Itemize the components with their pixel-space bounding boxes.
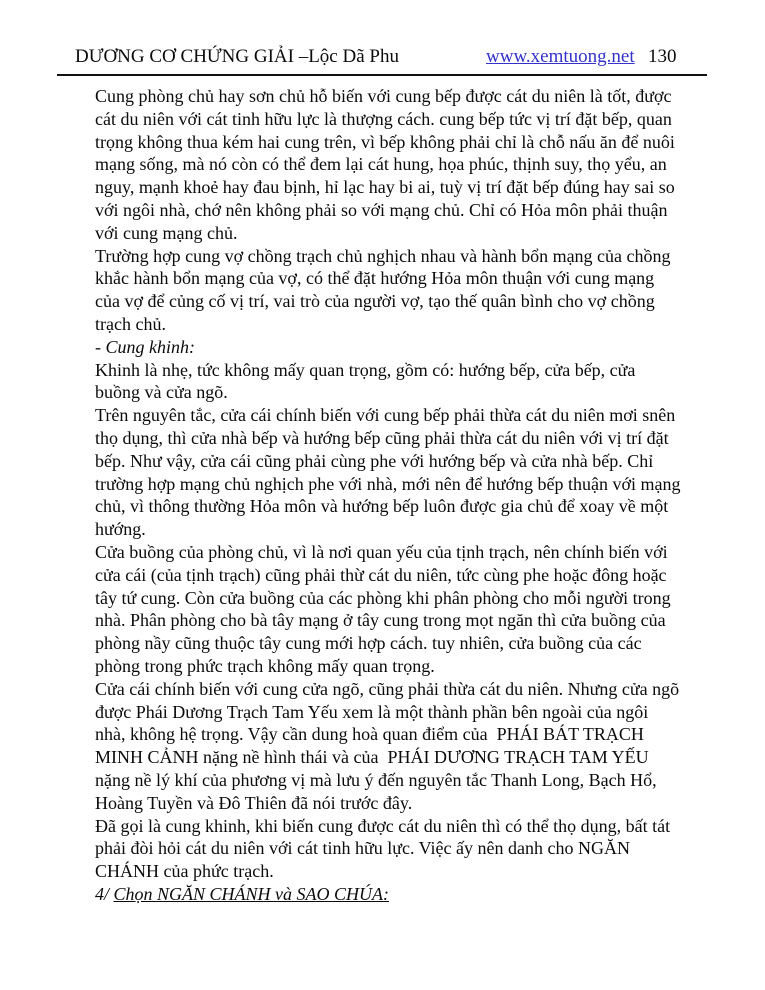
website-link[interactable]: www.xemtuong.net bbox=[486, 46, 635, 67]
text-line: bếp. Như vậy, cửa cái cũng phải cùng phe với hướng bếp và cửa nhà bếp. Chỉ bbox=[95, 450, 654, 471]
text-line: Cửa cái chính biến với cung cửa ngõ, cũng phải thừa cát du niên. Nhưng cửa ngõ bbox=[95, 678, 680, 699]
page-number: 130 bbox=[648, 46, 677, 67]
paragraph bbox=[95, 815, 735, 883]
text-line: nặng nề lý khí của phương vị mà lưu ý đến nguyên tắc Thanh Long, Bạch Hổ, bbox=[95, 769, 657, 790]
text-line: Trường hợp cung vợ chồng trạch chủ nghịch nhau và hành bổn mạng của chồng bbox=[95, 245, 671, 266]
text-line: trạch chủ. bbox=[95, 313, 166, 334]
paragraph bbox=[95, 85, 735, 245]
paragraph bbox=[95, 336, 735, 359]
text-line: với cung mạng chủ. bbox=[95, 222, 238, 243]
paragraph bbox=[95, 359, 735, 405]
text-line: khắc hành bổn mạng của vợ, có thể đặt hướng Hỏa môn thuận với cung mạng bbox=[95, 268, 655, 289]
text-line: tây tứ cung. Còn cửa buồng của các phòng khi phân phòng cho mỗi người trong bbox=[95, 587, 671, 608]
text-line: Trên nguyên tắc, cửa cái chính biến với cung bếp phải thừa cát du niên mơi snên bbox=[95, 405, 676, 426]
text-line: MINH CẢNH nặng nề hình thái và của PHÁI DƯƠNG TRẠCH TAM YẾU bbox=[95, 747, 649, 768]
text-line: phải đòi hỏi cát du niên với cát tinh hữu lực. Việc ấy nên danh cho NGĂN bbox=[95, 838, 630, 859]
text-line: nhà, không hệ trọng. Vậy cần dung hoà quan điểm của PHÁI BÁT TRẠCH bbox=[95, 724, 644, 745]
document-title: DƯƠNG CƠ CHỨNG GIẢI –Lộc Dã Phu bbox=[75, 46, 399, 67]
text-line: hướng. bbox=[95, 519, 146, 540]
text-line: - Cung khinh: bbox=[95, 336, 195, 357]
text-line: cát du niên với cát tinh hữu lực là thượng cách. cung bếp tức vị trí đặt bếp, quan bbox=[95, 108, 672, 129]
paragraph bbox=[95, 678, 735, 815]
text-line: của vợ để củng cố vị trí, vai trò của người vợ, tạo thế quân bình cho vợ chồng bbox=[95, 291, 655, 312]
header-divider bbox=[57, 74, 707, 76]
text-line: mạng sống, mà nó còn có thể đem lại cát hung, họa phúc, thịnh suy, thọ yểu, an bbox=[95, 154, 667, 175]
heading-underlined-text: Chọn NGĂN CHÁNH và SAO CHÚA: bbox=[113, 883, 390, 904]
text-line: Cung phòng chủ hay sơn chủ hỗ biến với cung bếp được cát du niên là tốt, được bbox=[95, 86, 672, 106]
text-line: buồng và cửa ngõ. bbox=[95, 382, 228, 403]
text-line: trường hợp mạng chủ nghịch phe với nhà, mới nên để hướng bếp thuận với mạng bbox=[95, 473, 681, 494]
text-line: chủ, vì thông thường Hỏa môn và hướng bếp luôn được gia chủ để xoay về một bbox=[95, 496, 669, 517]
text-line: Khinh là nhẹ, tức không mấy quan trọng, gồm có: hướng bếp, cửa bếp, cửa bbox=[95, 359, 636, 380]
text-line: nguy, mạnh khoẻ hay đau bịnh, hỉ lạc hay bi ai, tuỳ vị trí đặt bếp đúng hay sai so bbox=[95, 177, 675, 198]
text-line: được Phái Dương Trạch Tam Yếu xem là một thành phần bên ngoài của ngôi bbox=[95, 701, 649, 722]
text-line: Cửa buồng của phòng chủ, vì là nơi quan yếu của tịnh trạch, nên chính biến với bbox=[95, 541, 668, 562]
text-line bbox=[95, 883, 735, 906]
text-line: Hoàng Tuyền và Đô Thiên đã nói trước đây. bbox=[95, 792, 413, 813]
text-line: phòng nầy cũng thuộc tây cung mới hợp cách. tuy nhiên, cửa buồng của các bbox=[95, 633, 642, 654]
paragraph bbox=[95, 245, 735, 336]
paragraph bbox=[95, 404, 735, 541]
text-line: cửa cái (của tịnh trạch) cũng phải thừ cát du niên, tức cùng phe hoặc đông hoặc bbox=[95, 564, 667, 585]
text-line: nhà. Phân phòng cho bà tây mạng ở tây cung trong mọt ngăn thì cửa buồng của bbox=[95, 610, 666, 631]
text-line: thọ dụng, thì cửa nhà bếp và hướng bếp cũng phải thừa cát du niên với vị trí đặt bbox=[95, 427, 669, 448]
text-line: phòng trong phức trạch không mấy quan trọng. bbox=[95, 655, 435, 676]
document-body bbox=[95, 85, 735, 906]
paragraph bbox=[95, 541, 735, 678]
paragraph bbox=[95, 883, 735, 906]
text-line: trọng không thua kém hai cung trên, vì bếp không phải chỉ là chỗ nấu ăn để nuôi bbox=[95, 131, 675, 152]
text-line: với ngôi nhà, chớ nên không phải so với mạng chủ. Chỉ có Hỏa môn phải thuận bbox=[95, 199, 668, 220]
heading-prefix: 4/ bbox=[95, 883, 114, 904]
text-line: Đã gọi là cung khinh, khi biến cung được cát du niên thì có thể thọ dụng, bất tát bbox=[95, 815, 671, 836]
text-line: CHÁNH của phức trạch. bbox=[95, 861, 274, 882]
